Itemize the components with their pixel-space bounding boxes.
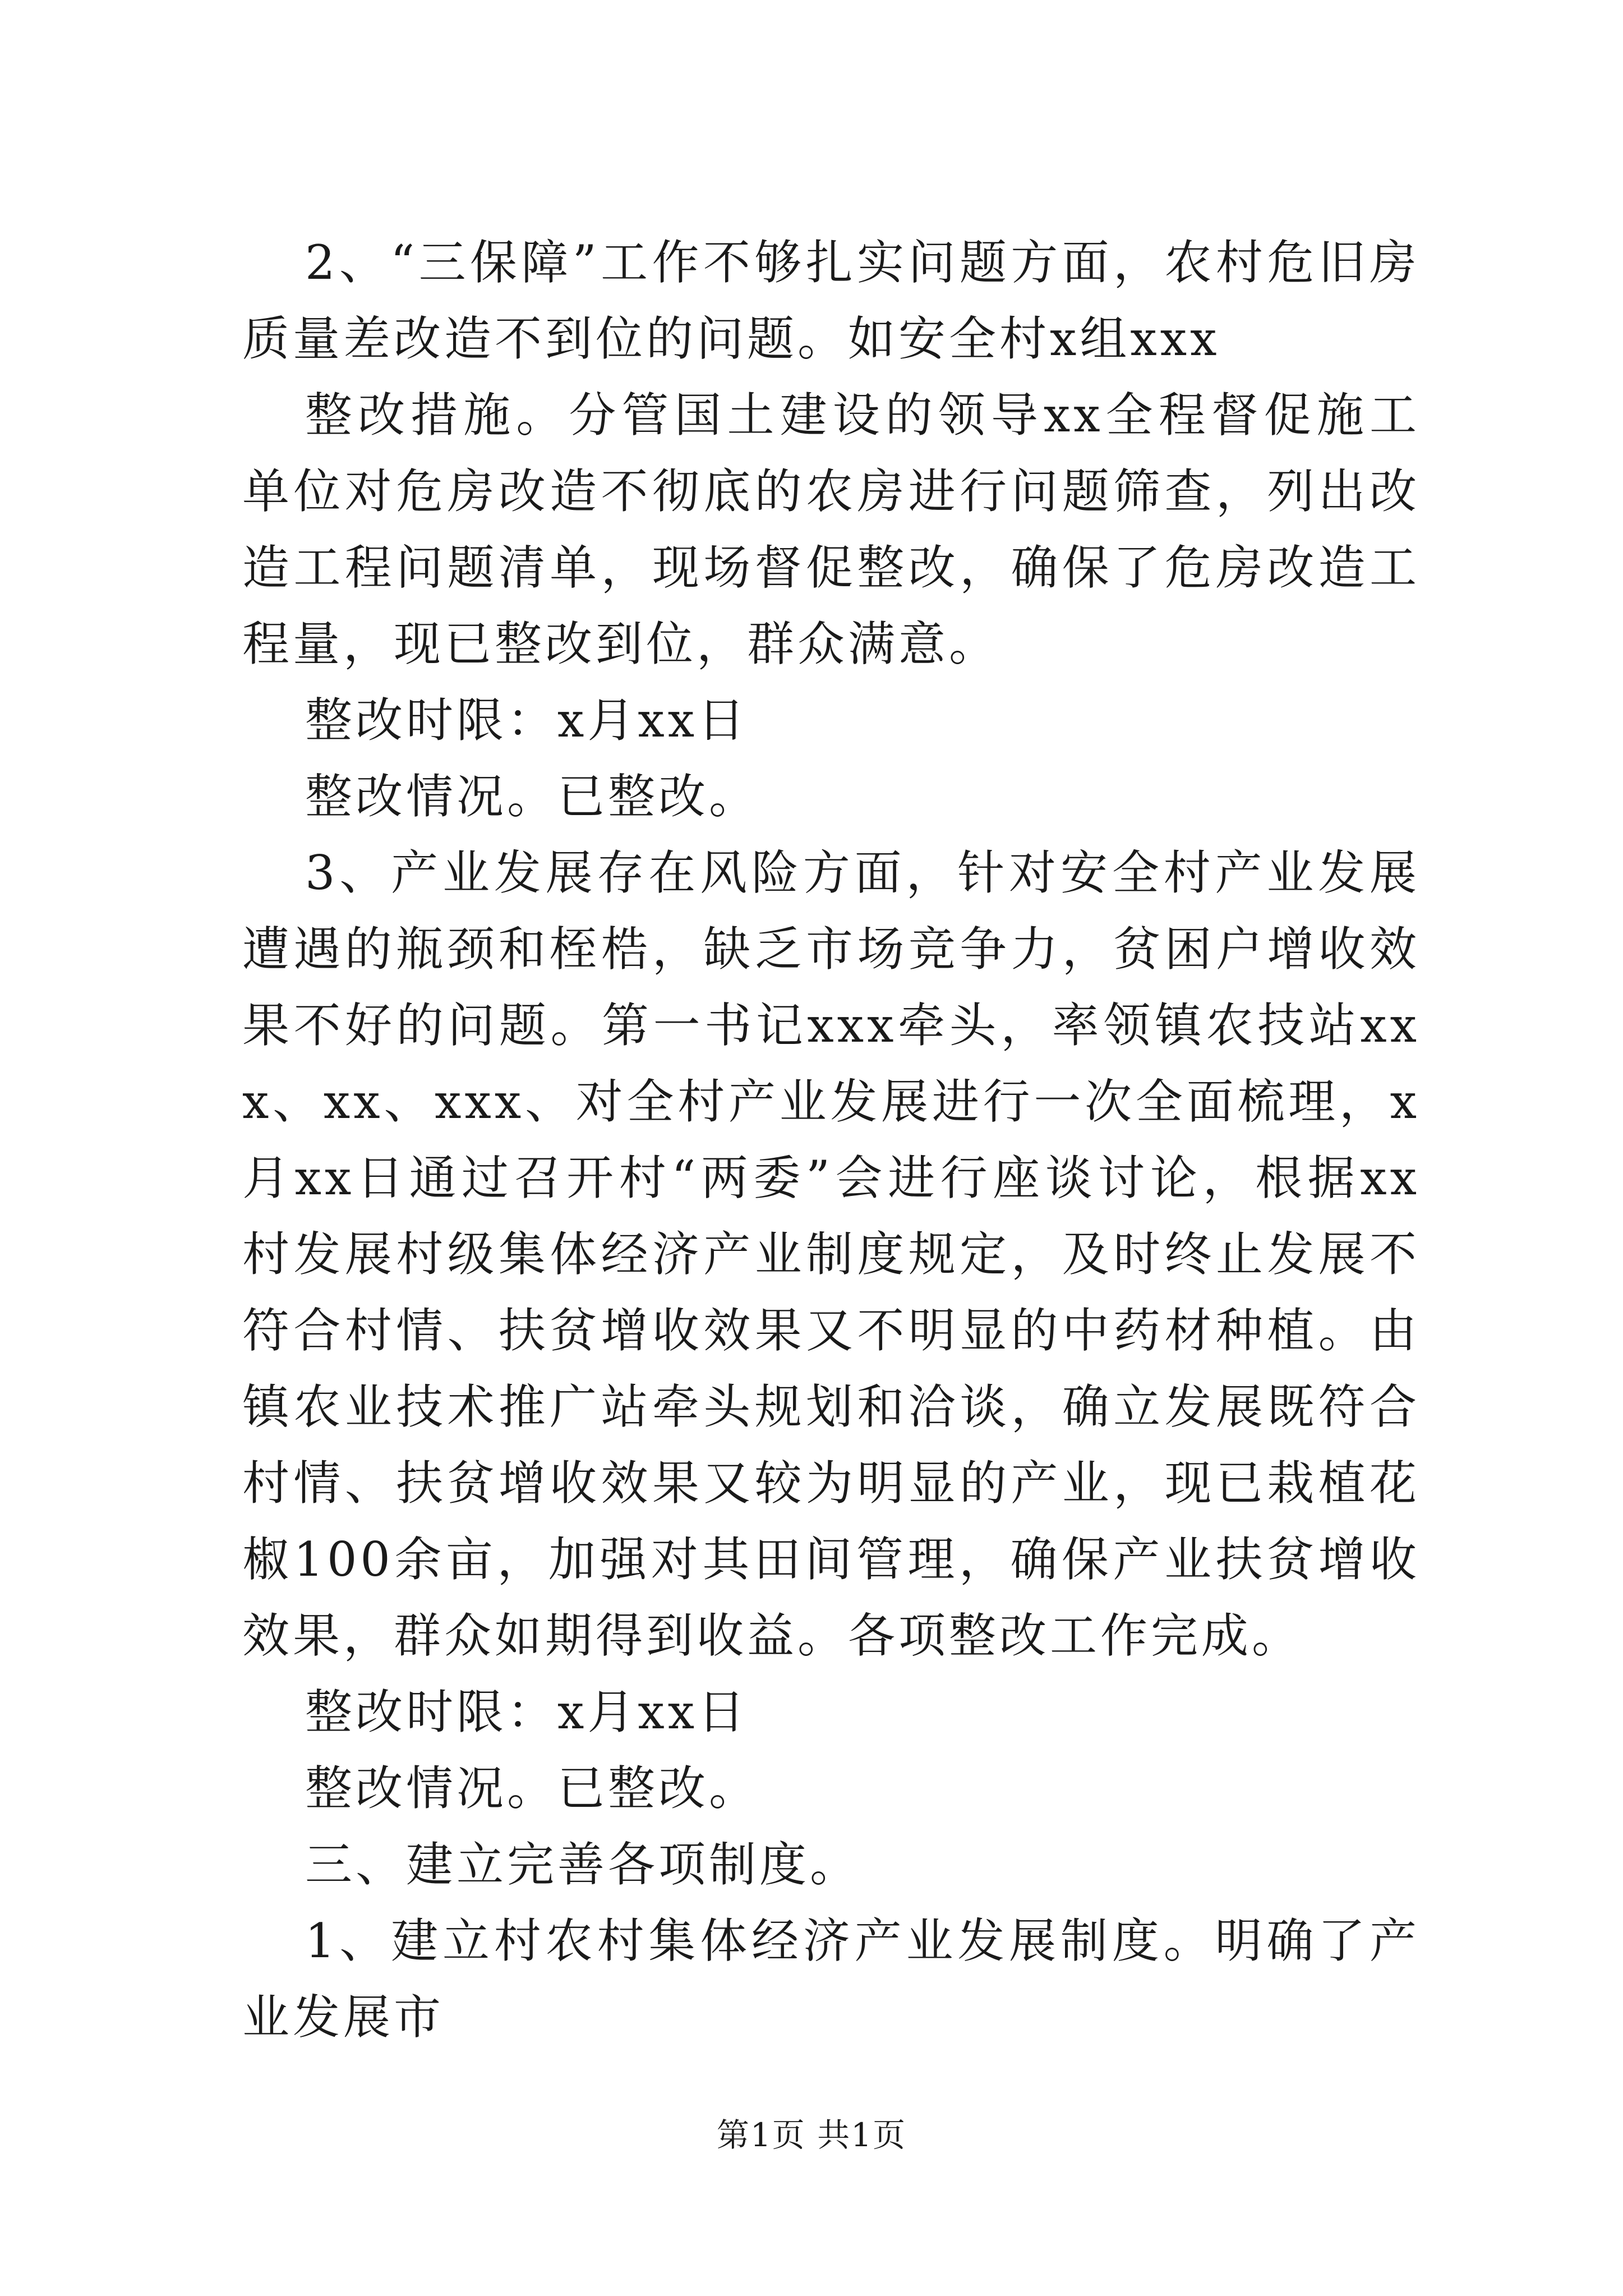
document-body — [242, 224, 1420, 2055]
paragraph-industry-deadline: 整改时限：x月xx日 — [305, 1685, 749, 1740]
paragraph-system-1: 1、建立村农村集体经济产业发展制度。明确了产业发展市 — [242, 1913, 1420, 2045]
paragraph-industry-issue: 3、产业发展存在风险方面，针对安全村产业发展遭遇的瓶颈和桎梏，缺乏市场竞争力，贫困户增收效果不好的问题。第一书记xxx牵头，率领镇农技站xxx、xx、xxx、对全村产业发展进行一次全面梳理，x月xx日通过召开村“两委”会进行座谈讨论，根据xx村发展村级集体经济产业制度规定，及时终止发展不符合村情、扶贫增收效果又不明显的中药材种植。由镇农业技术推广站牵头规划和洽谈，确立发展既符合村情、扶贫增收效果又较为明显的产业，现已栽植花椒100余亩，加强对其田间管理，确保产业扶贫增收效果，群众如期得到收益。各项整改工作完成。 — [242, 845, 1420, 1663]
paragraph-housing-deadline: 整改时限：x月xx日 — [305, 693, 749, 748]
page-footer: 第1页 共1页 — [716, 2116, 907, 2154]
paragraph-housing-measures: 整改措施。分管国土建设的领导xx全程督促施工单位对危房改造不彻底的农房进行问题筛查，列出改造工程问题清单，现场督促整改，确保了危房改造工程量，现已整改到位，群众满意。 — [242, 388, 1420, 671]
paragraph-housing-issue: 2、“三保障”工作不够扎实问题方面，农村危旧房质量差改造不到位的问题。如安全村x组xxx — [242, 235, 1420, 366]
paragraph-housing-status: 整改情况。已整改。 — [305, 769, 760, 824]
paragraph-industry-status: 整改情况。已整改。 — [305, 1761, 760, 1816]
section-heading-systems: 三、建立完善各项制度。 — [305, 1837, 861, 1892]
